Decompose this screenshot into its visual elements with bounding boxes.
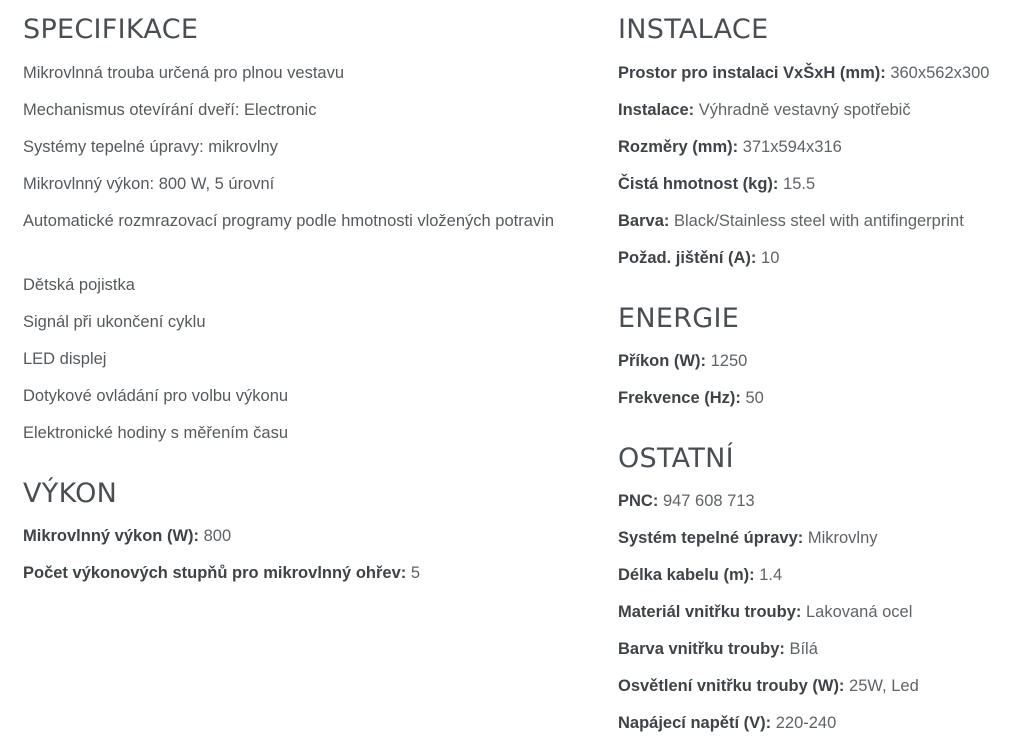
spec-value: 947 608 713 [662, 492, 755, 510]
spec-item: Mechanismus otevírání dveří: Electronic [23, 101, 317, 119]
spec-item: LED displej [23, 350, 107, 368]
spec-label: Délka kabelu (m): [618, 566, 755, 584]
section-title-energie: ENERGIE [618, 303, 740, 334]
ostatni-item [618, 636, 818, 663]
instalace-item [618, 208, 964, 235]
spec-item: Mikrovlnná trouba určená pro plnou vestavu [23, 64, 345, 82]
instalace-item [618, 171, 815, 198]
spec-label: Příkon (W): [618, 352, 706, 370]
spec-value: Black/Stainless steel with antifingerprint [673, 212, 964, 230]
spec-value: 25W, Led [849, 677, 919, 695]
ostatni-item [618, 562, 782, 589]
spec-label: Mikrovlnný výkon (W): [23, 527, 200, 545]
spec-value: Výhradně vestavný spotřebič [698, 101, 911, 119]
instalace-item [618, 60, 989, 87]
section-title-specifikace: SPECIFIKACE [23, 14, 199, 45]
spec-item: Elektronické hodiny s měřením času [23, 424, 289, 442]
spec-item: Mikrovlnný výkon: 800 W, 5 úrovní [23, 175, 275, 193]
vykon-item [23, 523, 231, 550]
spec-label: Osvětlení vnitřku trouby (W): [618, 677, 845, 695]
energie-item [618, 385, 764, 412]
spec-value: Mikrovlny [807, 529, 878, 547]
energie-item [618, 348, 747, 375]
instalace-item [618, 134, 842, 161]
spec-value: 50 [745, 389, 764, 407]
spec-label: Požad. jištění (A): [618, 249, 757, 267]
instalace-item [618, 97, 911, 124]
spec-label: Rozměry (mm): [618, 138, 739, 156]
ostatni-item [618, 599, 912, 626]
spec-label: PNC: [618, 492, 659, 510]
spec-label: Materiál vnitřku trouby: [618, 603, 802, 621]
spec-value: Bílá [789, 640, 818, 658]
spec-label: Prostor pro instalaci VxŠxH (mm): [618, 64, 886, 82]
section-title-ostatni: OSTATNÍ [618, 443, 734, 474]
spec-label: Čistá hmotnost (kg): [618, 175, 779, 193]
spec-label: Instalace: [618, 101, 695, 119]
spec-value: Lakovaná ocel [805, 603, 913, 621]
spec-value: 15.5 [783, 175, 816, 193]
section-title-instalace: INSTALACE [618, 14, 769, 45]
instalace-item [618, 245, 779, 272]
spec-value: 371x594x316 [742, 138, 842, 156]
spec-label: Barva: [618, 212, 670, 230]
section-title-vykon: VÝKON [23, 478, 118, 509]
spec-item: Automatické rozmrazovací programy podle hmotnosti vložených potravin [23, 212, 554, 230]
spec-label: Frekvence (Hz): [618, 389, 741, 407]
spec-value: 10 [761, 249, 780, 267]
spec-value: 5 [410, 564, 421, 582]
spec-value: 1.4 [759, 566, 783, 584]
spec-value: 1250 [710, 352, 748, 370]
ostatni-item [618, 673, 919, 700]
spec-value: 220-240 [775, 714, 837, 732]
spec-label: Barva vnitřku trouby: [618, 640, 785, 658]
spec-label: Napájecí napětí (V): [618, 714, 772, 732]
spec-label: Počet výkonových stupňů pro mikrovlnný ohřev: [23, 564, 407, 582]
ostatni-item [618, 488, 755, 515]
vykon-item [23, 560, 420, 587]
spec-item: Dětská pojistka [23, 276, 135, 294]
spec-item: Dotykové ovládání pro volbu výkonu [23, 387, 289, 405]
spec-value: 800 [203, 527, 232, 545]
spec-item: Signál při ukončení cyklu [23, 313, 206, 331]
spec-item: Systémy tepelné úpravy: mikrovlny [23, 138, 278, 156]
spec-label: Systém tepelné úpravy: [618, 529, 804, 547]
ostatni-item [618, 710, 836, 737]
ostatni-item [618, 525, 878, 552]
spec-value: 360x562x300 [890, 64, 990, 82]
